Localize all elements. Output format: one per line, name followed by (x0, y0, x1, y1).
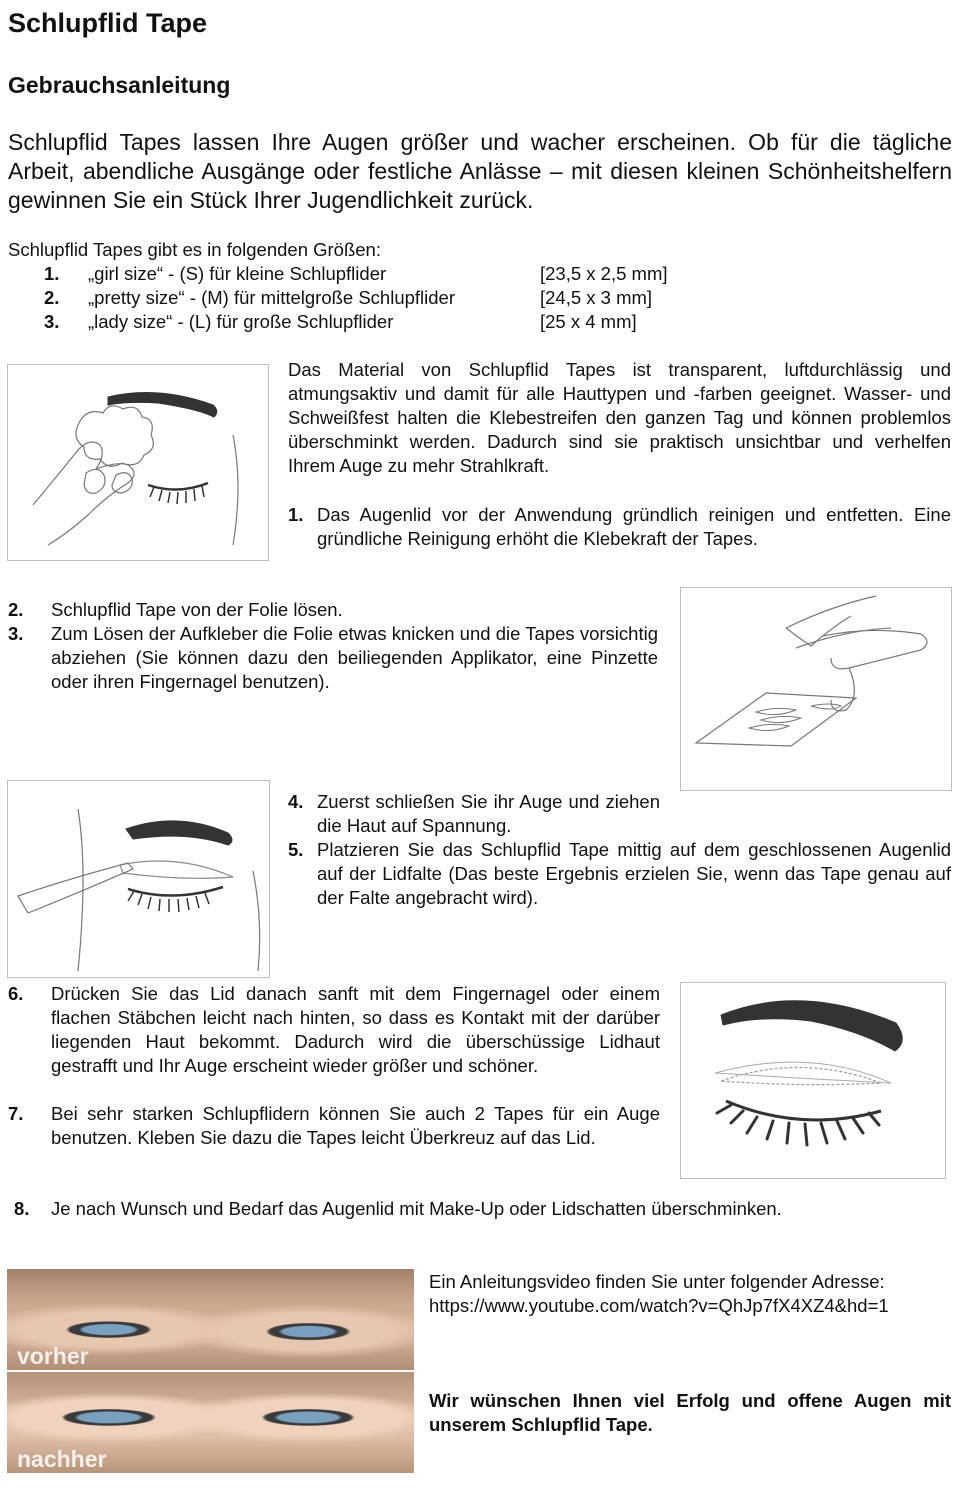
step-number: 3. (8, 623, 24, 644)
video-info (429, 1270, 954, 1318)
size-dimensions: [24,5 x 3 mm] (540, 287, 653, 308)
step-2 (8, 598, 658, 622)
step-number: 1. (288, 504, 304, 525)
step-text: Bei sehr starken Schlupflidern können Sie auch 2 Tapes für ein Auge benutzen. Kleben Sie dazu die Tapes leicht Überkreuz auf das Lid. (51, 1103, 660, 1148)
intro-paragraph: Schlupflid Tapes lassen Ihre Augen größer und wacher erscheinen. Ob für die tägliche Arbeit, abendliche Ausgänge oder festliche Anlässe – mit diesen kleinen Schönheitshelfern gewinnen Sie ein Stück Ihrer Jugendlichkeit zurück. (8, 129, 952, 213)
page-subtitle: Gebrauchsanleitung (8, 72, 231, 98)
size-item (8, 262, 708, 286)
step-number: 6. (8, 983, 24, 1004)
size-item (8, 310, 708, 334)
size-description: „girl size“ - (S) für kleine Schlupflider (88, 263, 387, 284)
illustration-applying (7, 780, 270, 978)
step-1 (288, 503, 951, 553)
after-label: nachher (17, 1446, 107, 1472)
before-after-photo (7, 1269, 414, 1476)
sizes-heading: Schlupflid Tapes gibt es in folgenden Größen: (8, 239, 381, 260)
step-3 (8, 622, 658, 697)
video-link[interactable]: https://www.youtube.com/watch?v=QhJp7fX4XZ4&hd=1 (429, 1295, 889, 1316)
step-number: 4. (288, 791, 304, 812)
step-number: 2. (8, 599, 24, 620)
size-dimensions: [23,5 x 2,5 mm] (540, 263, 668, 284)
sizes-list (8, 262, 708, 334)
size-dimensions: [25 x 4 mm] (540, 311, 637, 332)
step-text: Das Augenlid vor der Anwendung gründlich reinigen und entfetten. Eine gründliche Reinigung erhöht die Klebekraft der Tapes. (317, 504, 951, 549)
illustration-peeling (680, 587, 952, 791)
size-number: 2. (44, 287, 60, 308)
step-number: 8. (14, 1198, 30, 1219)
size-number: 1. (44, 263, 60, 284)
peeling-tape-drawing (681, 588, 951, 790)
step-text: Schlupflid Tape von der Folie lösen. (51, 599, 343, 620)
material-paragraph: Das Material von Schlupflid Tapes ist transparent, luftdurchlässig und atmungsaktiv und damit für alle Hauttypen und -farben geeignet. Wasser- und Schweißfest halten die Klebestreifen den ganzen Tag und können problemlos überschminkt werden. Dadurch sind sie praktisch unsichtbar und verhelfen Ihrem Auge zu mehr Strahlkraft. (288, 359, 951, 476)
step-text: Je nach Wunsch und Bedarf das Augenlid mit Make-Up oder Lidschatten überschminken. (51, 1198, 782, 1219)
step-6 (8, 982, 660, 1102)
step-number: 5. (288, 839, 304, 860)
step-8 (14, 1197, 944, 1221)
step-7 (8, 1102, 660, 1177)
step-number: 7. (8, 1103, 24, 1124)
applying-tape-drawing (8, 781, 269, 977)
before-photo (7, 1269, 414, 1370)
step-4 (288, 790, 660, 838)
step-text: Drücken Sie das Lid danach sanft mit dem Fingernagel oder einem flachen Stäbchen leicht nach hinten, so dass es Kontakt mit der darüber liegenden Haut bekommt. Dadurch wird die überschüssige Lidhaut gestrafft und Ihr Auge erscheint wieder größer und schöner. (51, 983, 660, 1076)
step-text: Zuerst schließen Sie ihr Auge und ziehen die Haut auf Spannung. (317, 791, 660, 836)
size-description: „pretty size“ - (M) für mittelgroße Schlupflider (88, 287, 456, 308)
taped-eye-drawing (681, 983, 945, 1178)
size-description: „lady size“ - (L) für große Schlupflider (88, 311, 394, 332)
size-number: 3. (44, 311, 60, 332)
step-text: Platzieren Sie das Schlupflid Tape mittig auf dem geschlossenen Augenlid auf der Lidfalte (Das beste Ergebnis erzielen Sie, wenn das Tape genau auf der Falte angebracht wird). (317, 839, 951, 908)
size-item (8, 286, 708, 310)
step-text: Zum Lösen der Aufkleber die Folie etwas knicken und die Tapes vorsichtig abziehen (Sie können dazu den beiliegenden Applikator, eine Pinzette oder ihren Fingernagel benutzen). (51, 623, 658, 692)
before-label: vorher (17, 1343, 89, 1369)
after-photo (7, 1372, 414, 1473)
step-5 (288, 838, 951, 913)
video-intro-text: Ein Anleitungsvideo finden Sie unter folgender Adresse: (429, 1271, 885, 1292)
closing-message: Wir wünschen Ihnen viel Erfolg und offene Augen mit unserem Schlupflid Tape. (429, 1390, 951, 1435)
page-title: Schlupflid Tape (8, 8, 208, 38)
illustration-cleaning (7, 364, 269, 561)
illustration-result (680, 982, 946, 1179)
cleaning-eyelid-drawing (8, 365, 268, 560)
